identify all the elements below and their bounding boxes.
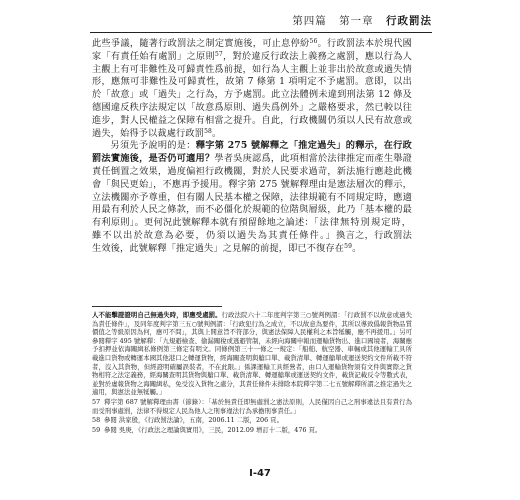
page-number: I-47 [249,468,271,479]
footnote-58-number: 58 [92,416,101,425]
footnote-ref-58: 58 [204,127,212,135]
body-text [92,38,412,256]
footnote-59-number: 59 [92,425,101,434]
p1-text-2: 。行政罰法本於現代國家「有責任始有處罰」之原則 [92,38,413,62]
p2-quote: 「法律無特別規定時，雖不以出於故意為必要，仍須以過失為其責任條件。」 [92,217,412,241]
footnote-58-text: 參閱 洪家殷，《行政罰法論》，五南，2006.11 二版，206 頁。 [104,416,283,425]
p2-emphasis: 釋字第 275 號解釋之「推定過失」的釋示，在行政罰法實施後，是否仍可適用？ [92,140,412,165]
footnote-ref-59: 59 [344,242,353,250]
paragraph-1 [92,38,412,140]
running-header [90,10,432,33]
p1-text-3: ，對於違反行政法上義務之處罰，應以行為人主觀上有可非難性及可歸責性爲前提，如行為人主觀上並非出於故意或過失情形，應無可非難性及可歸責性，故第 7 條第 1 項明定不予處罰。意即，以出於「故意」或「過失」之行為，方予處罰。此立法體例未違到刑法第 12 條及德國違反秩序法規定以「故意爲原則、過失爲例外」之嚴格要求，然已較以往進步，對人民權益之保障有相當之提升。自此，行政機關仍須以人民有故意或過失，始得予以裁處行政罰 [92,50,413,139]
footnote-59 [92,426,412,435]
footnote-56-text: 行政法院六十二年度判字第三○號判例謂：「行政罰不以故意或過失為責任條件」，及同年度判字第三五○號判例謂：「行政犯行為之成立，不以故意為要件，其所以導致僞報貨物品質價值之等級原因為何，應可不問」，其與上開意旨不符部分，與憲法保障人民權利之本旨牴觸，應不再援用。」另可參閱釋字 495 號解釋：「九規避檢查、偷漏關稅或逃避管制，未經向海關申報而運輸貨物出、進口國境者，海關應予扣押並依海關緝私條例第三條定有明文。同條例第三十一條之一規定：「船舶、航空器、車輛或其他運輸工具所載進口貨物或轉運本國其他港口之轉運貨物，經海關查明與艙口單、載貨清單、轉運艙單或運送契約文件所載不符者，沒入其貨物，但經證明確屬誤裝者，不在此限。」係課運輸工具經營者，由口人運輸貨物須有文件與實際之貨物相符之法定義務，經海關查明其貨物與艙口單、載貨清單、轉運艙單或運送契約文件，載貨記載反令等數式表，並對於虛報貨物之海關緝私，免受沒入貨物之處分，其責任條件未排除本院釋字第二七五號解釋所謂之推定過失之適用，與憲法並無牴觸。」 [92,311,413,397]
p2-text-3: 換言之，行政罰法生效後，此號解釋「推定過失」之見解的前提，即已不復存在 [92,229,412,254]
p2-text-2: 學者吳庚認爲，此項相當於法律推定而產生舉證責任倒置之效果，過度偏袒行政機關，對於人民要求過苛，新法施行應趁此機會「與民更始」，不應再予援用。釋字第 275 號解釋理由是憲法層次的釋示，立法機關亦予尊重，但有關人民基本權之保障，法律規範有不同規定時，應適用最有利於人民之條款，而不必僵化於規範的位階與層級，此乃「基本權的最有利原則」。更何況此號解釋本就有預留餘地之論述： [92,153,413,229]
footnote-56 [92,311,412,397]
footnote-57-text: 釋字第 687 號解釋理由書（節錄）：「基於無責任即無處罰之憲法原則，人民僅因自己之刑事違法且有責行為而受刑事處罰，法律不得規定人民為他人之刑事違法行為承擔刑事責任。」 [92,397,412,415]
footnote-ref-57: 57 [214,50,223,58]
footnotes [92,306,412,435]
footnote-ref-56: 56 [309,38,318,45]
p1-text-1: 此些爭議，隨著行政罰法之制定實施後，可止息停紛 [92,38,310,49]
header-part: 第四篇 [292,15,327,27]
footnote-divider [92,306,222,307]
paragraph-2 [92,140,412,255]
footnote-56-lead: 人不能擊證證明自己無過失時，即應受處罰。 [92,311,222,319]
p2-text-4: 。 [352,242,362,254]
footnote-59-text: 參閱 吳庚，《行政法之理論與實用》，三民，2012.09 增訂十二版，476 頁。 [104,425,322,434]
footnote-57 [92,398,412,415]
footnote-58 [92,416,412,425]
header-chapter: 第一章 [339,15,374,27]
footnote-57-number: 57 [92,397,101,406]
header-title: 行政罰法 [386,15,432,27]
p2-text-1: 另須先予說明的是： [110,140,196,152]
p1-text-4: 。 [212,127,222,139]
